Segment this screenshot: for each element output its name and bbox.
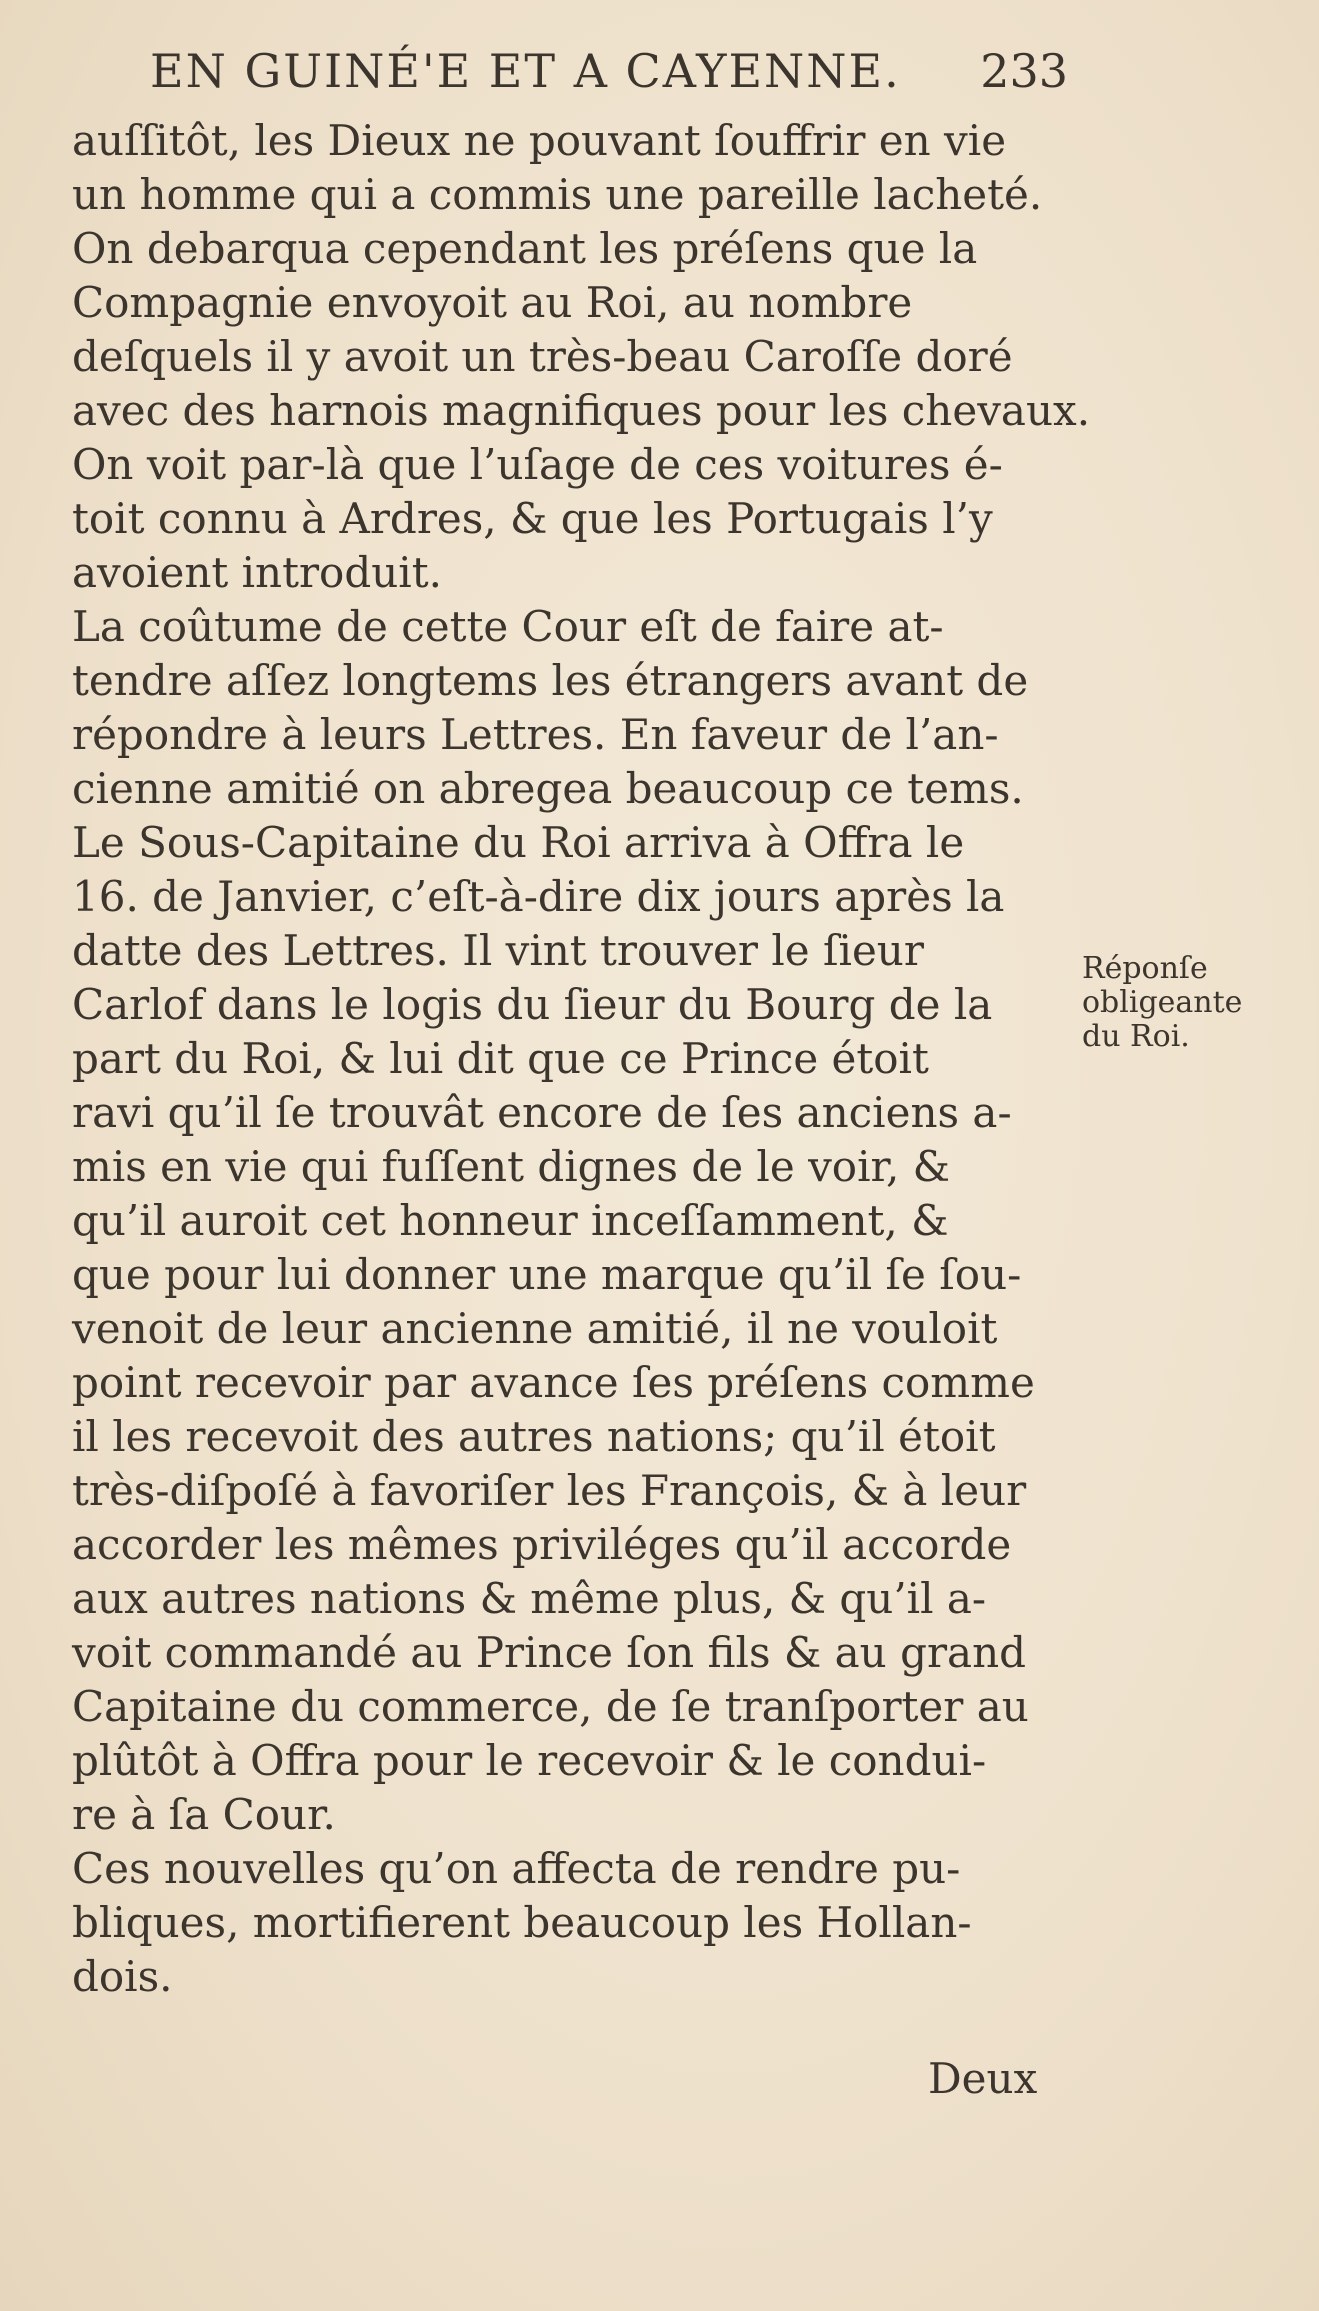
text-line: part du Roi, & lui dit que ce Prince étoit (72, 1034, 929, 1083)
text-line: dois. (72, 1952, 173, 2001)
catchword: Deux (928, 2054, 1038, 2103)
text-line: avoient introduit. (72, 548, 442, 597)
text-line: voit commandé au Prince ſon fils & au grand (72, 1628, 1027, 1677)
text-line: La coûtume de cette Cour eſt de faire at- (72, 602, 944, 651)
running-title: EN GUINÉ'E ET A CAYENNE. (150, 44, 901, 98)
text-line: plûtôt à Offra pour le recevoir & le condui- (72, 1736, 987, 1785)
text-line: un homme qui a commis une pareille lacheté. (72, 170, 1043, 219)
text-line: 16. de Janvier, c’eſt-à-dire dix jours après la (72, 872, 1005, 921)
text-line: toit connu à Ardres, & que les Portugais l’y (72, 494, 993, 543)
text-line: Capitaine du commerce, de ſe tranſporter au (72, 1682, 1029, 1731)
margin-note-line: du Roi. (1082, 1019, 1190, 1054)
text-line: avec des harnois magnifiques pour les chevaux. (72, 386, 1091, 435)
running-header (150, 38, 1080, 108)
text-line: qu’il auroit cet honneur inceſſamment, & (72, 1196, 949, 1245)
text-line: cienne amitié on abregea beaucoup ce tems. (72, 764, 1024, 813)
text-line: aux autres nations & même plus, & qu’il a- (72, 1574, 987, 1623)
text-line: ravi qu’il ſe trouvât encore de ſes anciens a- (72, 1088, 1012, 1137)
text-line: tendre aſſez longtems les étrangers avant de (72, 656, 1029, 705)
text-line: point recevoir par avance ſes préſens comme (72, 1358, 1035, 1407)
text-line: Compagnie envoyoit au Roi, au nombre (72, 278, 913, 327)
text-line: auſſitôt, les Dieux ne pouvant ſouffrir en vie (72, 116, 1007, 165)
margin-note (1082, 952, 1282, 1054)
margin-note-line: Réponſe (1082, 951, 1208, 986)
text-line: bliques, mortifierent beaucoup les Hollan- (72, 1898, 972, 1947)
text-line: venoit de leur ancienne amitié, il ne vouloit (72, 1304, 998, 1353)
margin-note-line: obligeante (1082, 985, 1243, 1020)
text-line: deſquels il y avoit un très-beau Caroſſe doré (72, 332, 1013, 381)
text-line: mis en vie qui fuſſent dignes de le voir, & (72, 1142, 951, 1191)
text-line: Carlof dans le logis du ſieur du Bourg de la (72, 980, 993, 1029)
text-line: On debarqua cependant les préſens que la (72, 224, 978, 273)
text-line: accorder les mêmes priviléges qu’il accorde (72, 1520, 1012, 1569)
text-line: il les recevoit des autres nations; qu’il étoit (72, 1412, 996, 1461)
text-line: répondre à leurs Lettres. En faveur de l’an- (72, 710, 999, 759)
text-line: re à ſa Cour. (72, 1790, 336, 1839)
text-line: On voit par-là que l’uſage de ces voitures é- (72, 440, 1003, 489)
page-number: 233 (980, 44, 1068, 98)
text-line: Le Sous-Capitaine du Roi arriva à Offra le (72, 818, 965, 867)
text-line: datte des Lettres. Il vint trouver le ſieur (72, 926, 924, 975)
text-line: Ces nouvelles qu’on affecta de rendre pu- (72, 1844, 961, 1893)
text-line: très-diſpoſé à favoriſer les François, & à leur (72, 1466, 1027, 1515)
text-line: que pour lui donner une marque qu’il ſe ſou- (72, 1250, 1022, 1299)
